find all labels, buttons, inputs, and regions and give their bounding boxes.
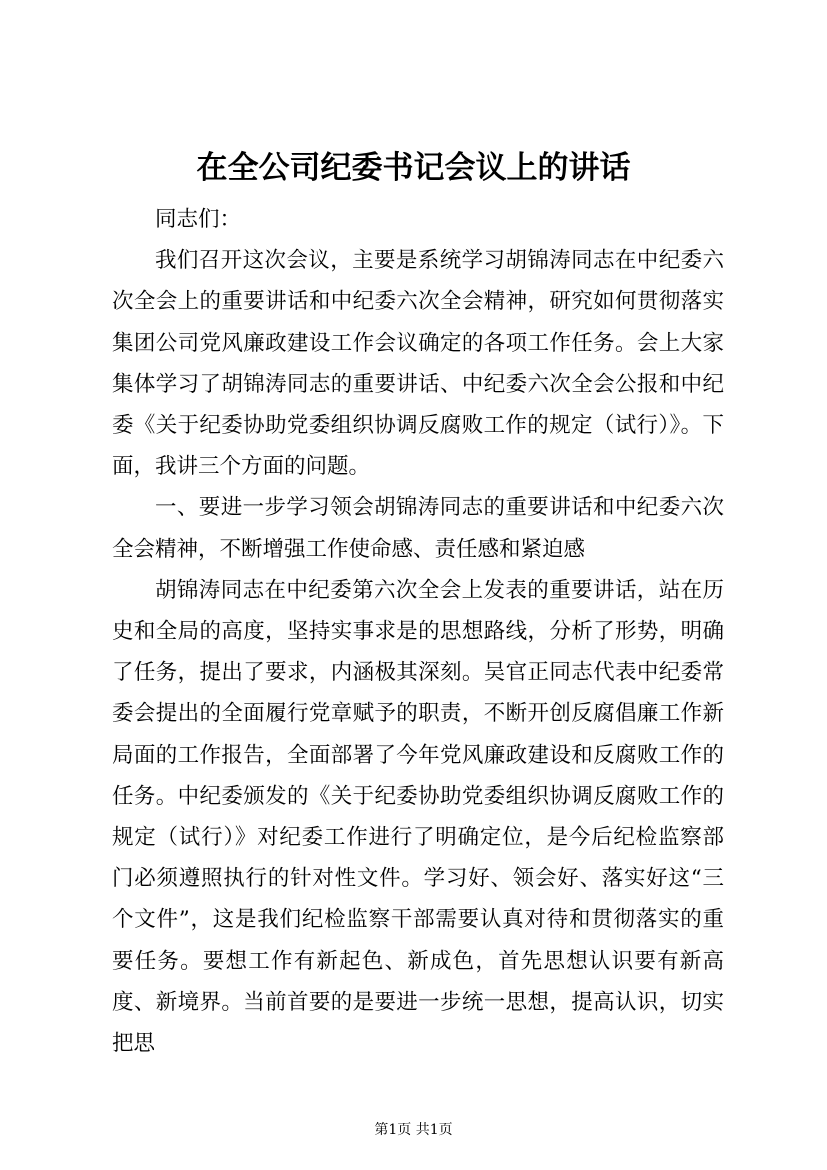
intro-paragraph: 我们召开这次会议，主要是系统学习胡锦涛同志在中纪委六次全会上的重要讲话和中纪委六次全会精神，研究如何贯彻落实集团公司党风廉政建设工作会议确定的各项工作任务。会上大家集体学习了胡锦涛同志的重要讲话、中纪委六次全会公报和中纪委《关于纪委协助党委组织协调反腐败工作的规定（试行）》。下面，我讲三个方面的问题。 (112, 248, 724, 480)
page-footer: 第1页 共1页 (374, 1122, 453, 1138)
section-heading-1: 一、要进一步学习领会胡锦涛同志的重要讲话和中纪委六次全会精神，不断增强工作使命感、责任感和紧迫感 (112, 495, 724, 562)
salutation-paragraph: 同志们： (155, 207, 242, 232)
document-title: 在全公司纪委书记会议上的讲话 (196, 150, 631, 186)
body-paragraph: 胡锦涛同志在中纪委第六次全会上发表的重要讲话，站在历史和全局的高度，坚持实事求是的思想路线，分析了形势，明确了任务，提出了要求，内涵极其深刻。吴官正同志代表中纪委常委会提出的全面履行党章赋予的职责，不断开创反腐倡廉工作新局面的工作报告，全面部署了今年党风廉政建设和反腐败工作的任务。中纪委颁发的《关于纪委协助党委组织协调反腐败工作的规定（试行）》对纪委工作进行了明确定位，是今后纪检监察部门必须遵照执行的针对性文件。学习好、领会好、落实好这“三个文件”，这是我们纪检监察干部需要认真对待和贯彻落实的重要任务。要想工作有新起色、新成色，首先思想认识要有新高度、新境界。当前首要的是要进一步统一思想，提高认识，切实把思 (112, 577, 724, 1057)
document-body (112, 199, 724, 1064)
